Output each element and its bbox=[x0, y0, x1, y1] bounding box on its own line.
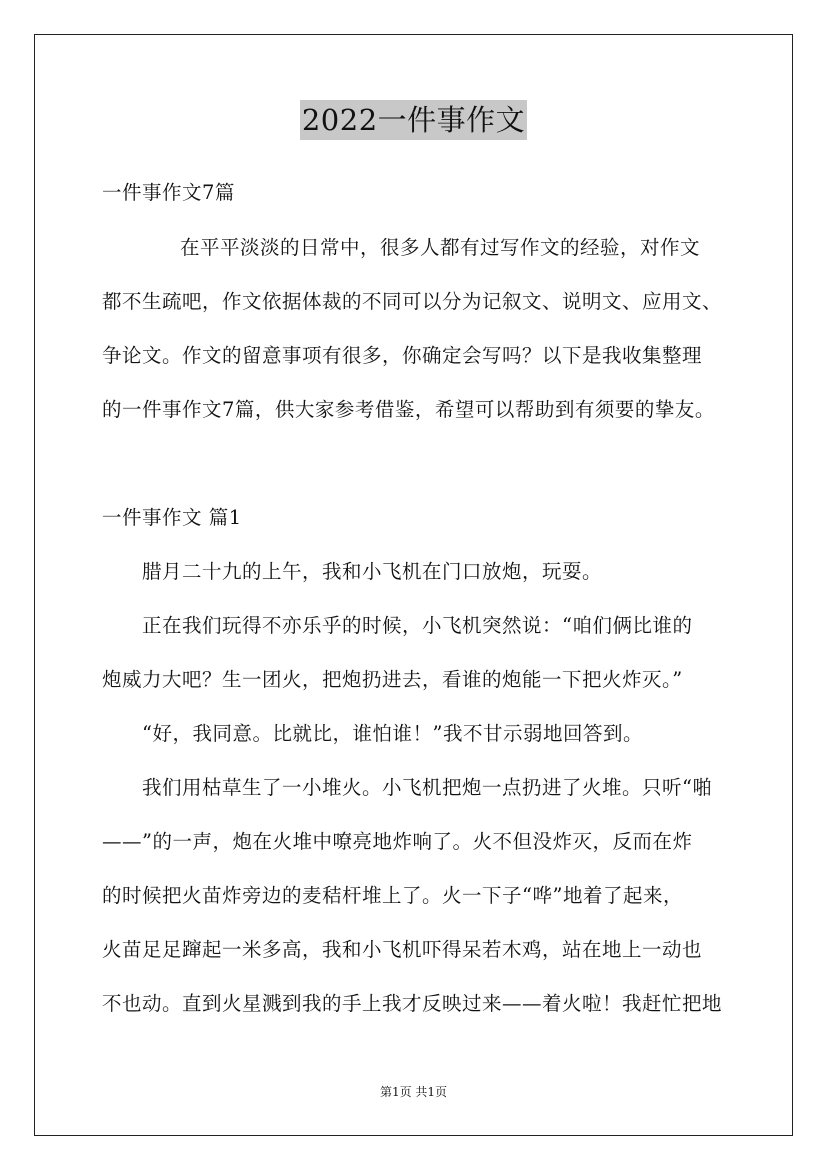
page-footer: 第1页 共1页 bbox=[379, 1085, 448, 1099]
section-heading: 一件事作文 篇1 bbox=[102, 506, 242, 529]
intro-line: 的一件事作文7篇，供大家参考借鉴，希望可以帮助到有须要的挚友。 bbox=[102, 398, 715, 421]
body-line: ——”的一声，炮在火堆中嘹亮地炸响了。火不但没炸灭，反而在炸 bbox=[102, 830, 693, 853]
body-line: 火苗足足蹿起一米多高，我和小飞机吓得呆若木鸡，站在地上一动也 bbox=[102, 938, 703, 961]
body-line: 的时候把火苗炸旁边的麦秸杆堆上了。火一下子“哗”地着了起来， bbox=[102, 884, 683, 907]
subtitle: 一件事作文7篇 bbox=[102, 181, 235, 204]
document-title: 2022一件事作文 bbox=[300, 100, 527, 140]
intro-line: 争论文。作文的留意事项有很多，你确定会写吗？以下是我收集整理 bbox=[102, 344, 703, 367]
body-line: 腊月二十九的上午，我和小飞机在门口放炮，玩耍。 bbox=[142, 560, 603, 583]
body-line: 正在我们玩得不亦乐乎的时候，小飞机突然说：“咱们俩比谁的 bbox=[142, 614, 693, 637]
body-line: 不也动。直到火星溅到我的手上我才反映过来——着火啦！我赶忙把地 bbox=[102, 992, 723, 1015]
body-line: 炮威力大吧？生一团火，把炮扔进去，看谁的炮能一下把火炸灭。” bbox=[102, 668, 683, 691]
title-container bbox=[0, 100, 827, 140]
intro-line: 在平平淡淡的日常中，很多人都有过写作文的经验，对作文 bbox=[180, 236, 701, 259]
body-line: “好，我同意。比就比，谁怕谁！”我不甘示弱地回答到。 bbox=[142, 722, 643, 745]
intro-line: 都不生疏吧，作文依据体裁的不同可以分为记叙文、说明文、应用文、 bbox=[102, 290, 723, 313]
body-line: 我们用枯草生了一小堆火。小飞机把炮一点扔进了火堆。只听“啪 bbox=[142, 776, 713, 799]
